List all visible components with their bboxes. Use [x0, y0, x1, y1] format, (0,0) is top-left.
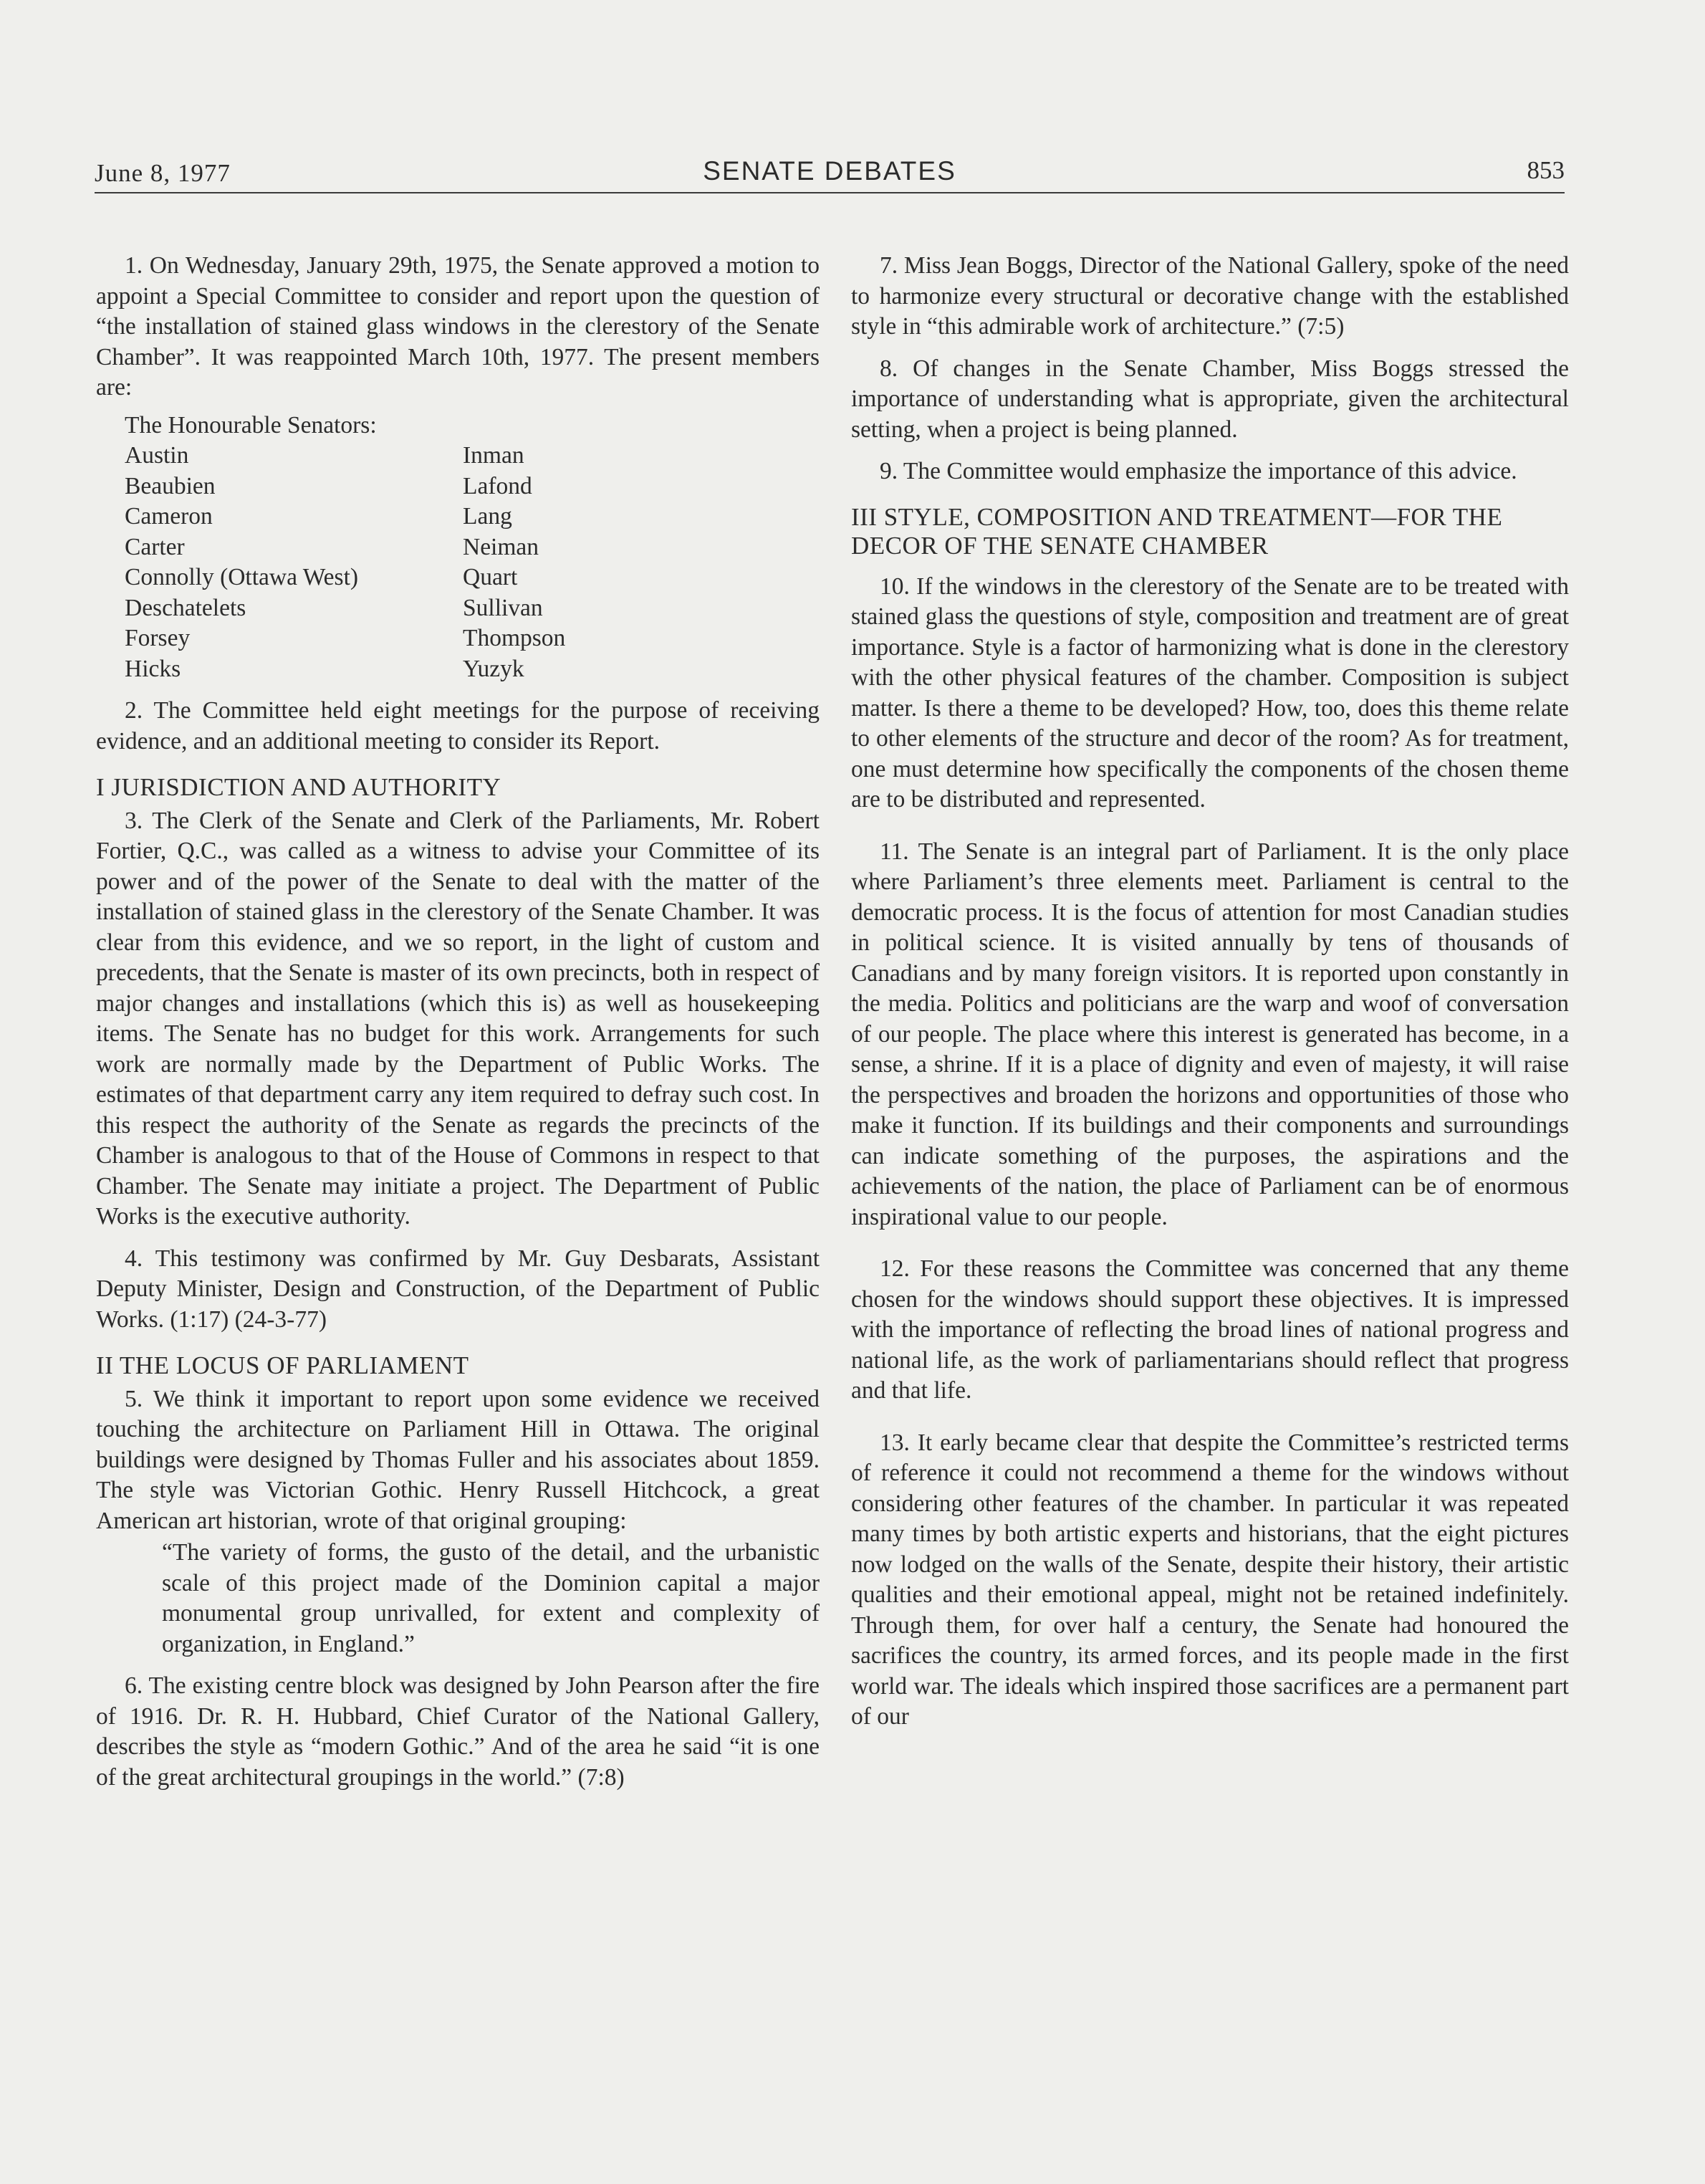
paragraph-9: 9. The Committee would emphasize the importance of this advice.: [880, 458, 1517, 484]
senator-name: Forsey: [125, 625, 191, 651]
header-date: June 8, 1977: [95, 159, 231, 187]
paragraph-2: 2. The Committee held eight meetings for the purpose of receiving evidence, and an additional meeting to consider its Report.: [96, 697, 820, 755]
paragraph-13: 13. It early became clear that despite the Committee’s restricted terms of reference it could not recommend a theme for the windows without considering other features of the chamber. In particular it was repeated many times by both artistic experts and historians, that the eight pictures now lodged on the walls of the Senate, despite their history, their artistic qualities and their emotional appeal, might not be retained indefinitely. Through them, for over half a century, the Senate had honoured the sacrifices the country, its armed forces, and its people made in the first world war. The ideals which inspired those sacrifices are a permanent part of our: [851, 1429, 1569, 1730]
paragraph-6: 6. The existing centre block was designed by John Pearson after the fire of 1916. Dr. R. H. Hubbard, Chief Curator of the National Gallery, describes the style as “modern Gothic.” And of the area he said “it is one of the great architectural groupings in the world.” (7:8): [96, 1672, 820, 1791]
senators-intro: The Honourable Senators:: [125, 411, 377, 439]
header-page-number: 853: [1527, 156, 1565, 184]
senator-name: Inman: [463, 442, 524, 469]
block-quote: “The variety of forms, the gusto of the detail, and the urbanistic scale of this project made of the Dominion capital a major monumental group unrivalled, for extent and complexity of organization, in England.”: [162, 1539, 820, 1657]
paragraph-7: 7. Miss Jean Boggs, Director of the National Gallery, spoke of the need to harmonize every structural or decorative change with the established style in “this admirable work of architecture.” (7:5): [851, 252, 1569, 340]
senator-name: Thompson: [463, 625, 566, 651]
paragraph-4: 4. This testimony was confirmed by Mr. Guy Desbarats, Assistant Deputy Minister, Design and Construction, of the Department of Public Works. (1:17) (24-3-77): [96, 1245, 820, 1333]
senator-name: Beaubien: [125, 472, 216, 499]
senator-name: Quart: [463, 564, 518, 590]
paragraph-11: 11. The Senate is an integral part of Parliament. It is the only place where Parliament’s three elements meet. Parliament is central to the democratic process. It is the focus of attention for most Canadian studies in political science. It is visited annually by tens of thousands of Canadians and by many foreign visitors. It is reported upon constantly in the media. Politics and politicians are the warp and woof of conversation of our people. The place where this interest is generated has become, in a sense, a shrine. If it is a place of dignity and even of majesty, it will raise the perspectives and broaden the horizons and opportunities of those who make it function. If its buildings and their components and surroundings can indicate something of the purposes, the aspirations and the achievements of the nation, the place of Parliament can be of enormous inspirational value to our people.: [851, 838, 1569, 1230]
section-heading-2: II THE LOCUS OF PARLIAMENT: [96, 1351, 469, 1379]
left-column: [96, 251, 820, 1793]
paragraph-1: 1. On Wednesday, January 29th, 1975, the Senate approved a motion to appoint a Special Committee to consider and report upon the question of “the installation of stained glass windows in the clerestory of the Senate Chamber”. It was reappointed March 10th, 1977. The present members are:: [96, 252, 820, 401]
senators-list: [125, 441, 820, 684]
senator-name: Lafond: [463, 472, 532, 499]
paragraph-5: 5. We think it important to report upon some evidence we received touching the architecture on Parliament Hill in Ottawa. The original buildings were designed by Thomas Fuller and his associates about 1859. The style was Victorian Gothic. Henry Russell Hitchcock, a great American art historian, wrote of that original grouping:: [96, 1385, 820, 1534]
senator-name: Carter: [125, 533, 185, 560]
paragraph-10: 10. If the windows in the clerestory of the Senate are to be treated with stained glass the questions of style, composition and treatment are of great importance. Style is a factor of harmonizing what is done in the clerestory with the other physical features of the chamber. Composition is subject matter. Is there a theme to be developed? How, too, does this theme relate to other elements of the structure and decor of the room? As for treatment, one must determine how specifically the components of the chosen theme are to be distributed and represented.: [851, 573, 1569, 813]
paragraph-8: 8. Of changes in the Senate Chamber, Miss Boggs stressed the importance of understanding what is appropriate, given the architectural setting, when a project is being planned.: [851, 355, 1569, 443]
senator-name: Hicks: [125, 655, 181, 682]
senator-name: Austin: [125, 442, 189, 469]
senator-name: Sullivan: [463, 594, 543, 621]
senator-name: Deschatelets: [125, 594, 246, 621]
section-heading-1: I JURISDICTION AND AUTHORITY: [96, 773, 501, 801]
senator-name: Neiman: [463, 533, 539, 560]
section-heading-3: III STYLE, COMPOSITION AND TREATMENT—FOR THE DECOR OF THE SENATE CHAMBER: [851, 502, 1503, 560]
header-title: SENATE DEBATES: [703, 156, 956, 186]
paragraph-12: 12. For these reasons the Committee was concerned that any theme chosen for the windows should support these objectives. It is impressed with the importance of reflecting the broad lines of national progress and national life, as the work of parliamentarians should reflect that progress and that life.: [851, 1255, 1569, 1404]
senator-name: Yuzyk: [463, 655, 524, 682]
page-header: [95, 152, 1565, 193]
senator-name: Lang: [463, 503, 512, 530]
right-column: [851, 251, 1569, 1733]
senator-name: Connolly (Ottawa West): [125, 564, 359, 590]
senator-name: Cameron: [125, 503, 213, 530]
paragraph-3: 3. The Clerk of the Senate and Clerk of the Parliaments, Mr. Robert Fortier, Q.C., was called as a witness to advise your Committee of its power and of the power of the Senate to deal with the matter of the installation of stained glass in the clerestory of the Senate Chamber. It was clear from this evidence, and we so report, in the light of custom and precedents, that the Senate is master of its own precincts, both in respect of major changes and installations (which this is) as well as housekeeping items. The Senate has no budget for this work. Arrangements for such work are normally made by the Department of Public Works. The estimates of that department carry any item required to defray such cost. In this respect the authority of the Senate as regards the precincts of the Chamber is analogous to that of the House of Commons in respect to that Chamber. The Senate may initiate a project. The Department of Public Works is the executive authority.: [96, 807, 820, 1230]
